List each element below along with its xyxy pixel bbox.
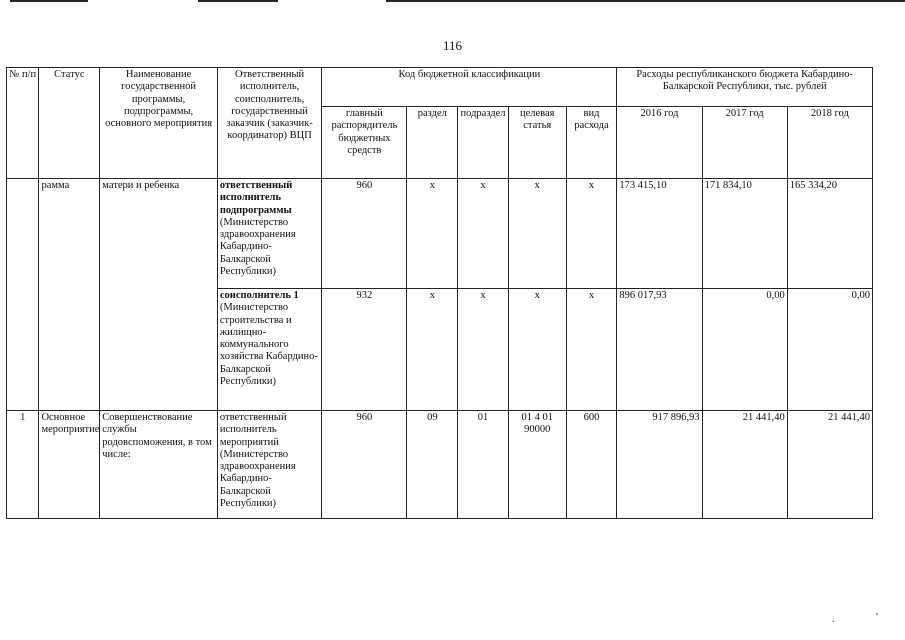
- row-num: [7, 179, 39, 289]
- row-2017: 21 441,40: [702, 411, 787, 519]
- col-2017-header: 2017 год: [702, 107, 787, 179]
- row-grbs: 960: [322, 179, 407, 289]
- row-2017: 0,00: [702, 289, 787, 411]
- row-name: Совершенствование службы родовспоможения, в том числе:: [100, 411, 218, 519]
- table-row: [7, 179, 873, 289]
- executor-role: ответственный исполнитель подпрограммы: [219, 180, 293, 216]
- col-2018-header: 2018 год: [787, 107, 872, 179]
- executor-role: ответственный исполнитель мероприятий: [219, 412, 287, 448]
- row-2016: 896 017,93: [617, 289, 702, 411]
- executor-role: соисполнитель 1: [219, 290, 299, 301]
- row-target: 01 4 01 90000: [508, 411, 566, 519]
- budget-code-header: Код бюджетной классификации: [322, 68, 617, 107]
- expenses-header: Расходы республиканского бюджета Кабардино-Балкарской Республики, тыс. рублей: [617, 68, 873, 107]
- row-grbs: 932: [322, 289, 407, 411]
- row-target: x: [508, 179, 566, 289]
- row-status: Основное мероприятие: [39, 411, 100, 519]
- header-row-1: [7, 68, 873, 107]
- col-podrazdel-header: подраздел: [458, 107, 509, 179]
- col-vid-header: вид расхода: [566, 107, 617, 179]
- table-row: [7, 411, 873, 519]
- row-podrazdel: 01: [458, 411, 509, 519]
- scan-edge-line-mid: [198, 0, 278, 2]
- row-podrazdel: x: [458, 179, 509, 289]
- col-razdel-header: раздел: [407, 107, 458, 179]
- col-name-header: Наименование государственной программы, подпрограммы, основного мероприятия: [100, 68, 218, 179]
- col-num-header: № п/п: [7, 68, 39, 179]
- row-executor: [217, 289, 321, 411]
- row-status: [39, 289, 100, 411]
- col-target-header: целевая статья: [508, 107, 566, 179]
- row-vid: 600: [566, 411, 617, 519]
- row-2017: 171 834,10: [702, 179, 787, 289]
- executor-org: (Министерство здравоохранения Кабардино-Балкарской Республики): [219, 216, 296, 278]
- table-row: [7, 289, 873, 411]
- row-vid: x: [566, 289, 617, 411]
- col-status-header: Статус: [39, 68, 100, 179]
- scan-edge-line-right: [386, 0, 905, 2]
- row-2018: 165 334,20: [787, 179, 872, 289]
- executor-org: (Министерство строительства и жилищно-коммунального хозяйства Кабардино-Балкарской Республики): [219, 302, 318, 388]
- row-num: 1: [7, 411, 39, 519]
- row-grbs: 960: [322, 411, 407, 519]
- row-2018: 0,00: [787, 289, 872, 411]
- row-executor: [217, 411, 321, 519]
- row-name: [100, 289, 218, 411]
- row-2018: 21 441,40: [787, 411, 872, 519]
- row-razdel: 09: [407, 411, 458, 519]
- row-num: [7, 289, 39, 411]
- row-target: x: [508, 289, 566, 411]
- row-status: рамма: [39, 179, 100, 289]
- row-razdel: x: [407, 289, 458, 411]
- row-name: матери и ребенка: [100, 179, 218, 289]
- page-number: 116: [442, 38, 463, 53]
- row-podrazdel: x: [458, 289, 509, 411]
- col-grbs-header: главный распорядитель бюджетных средств: [322, 107, 407, 179]
- col-executor-header: Ответственный исполнитель, соисполнитель, государственный заказчик (заказчик-координатор) ВЦП: [217, 68, 321, 179]
- scan-speck-mark: .: [832, 614, 835, 625]
- row-2016: 173 415,10: [617, 179, 702, 289]
- row-2016: 917 896,93: [617, 411, 702, 519]
- row-executor: [217, 179, 321, 289]
- row-vid: x: [566, 179, 617, 289]
- row-razdel: x: [407, 179, 458, 289]
- budget-table: [6, 67, 873, 519]
- scan-speck-mark: ': [876, 612, 878, 623]
- col-2016-header: 2016 год: [617, 107, 702, 179]
- scan-edge-line-left: [10, 0, 88, 2]
- executor-org: (Министерство здравоохранения Кабардино-Балкарской Республики): [219, 448, 296, 510]
